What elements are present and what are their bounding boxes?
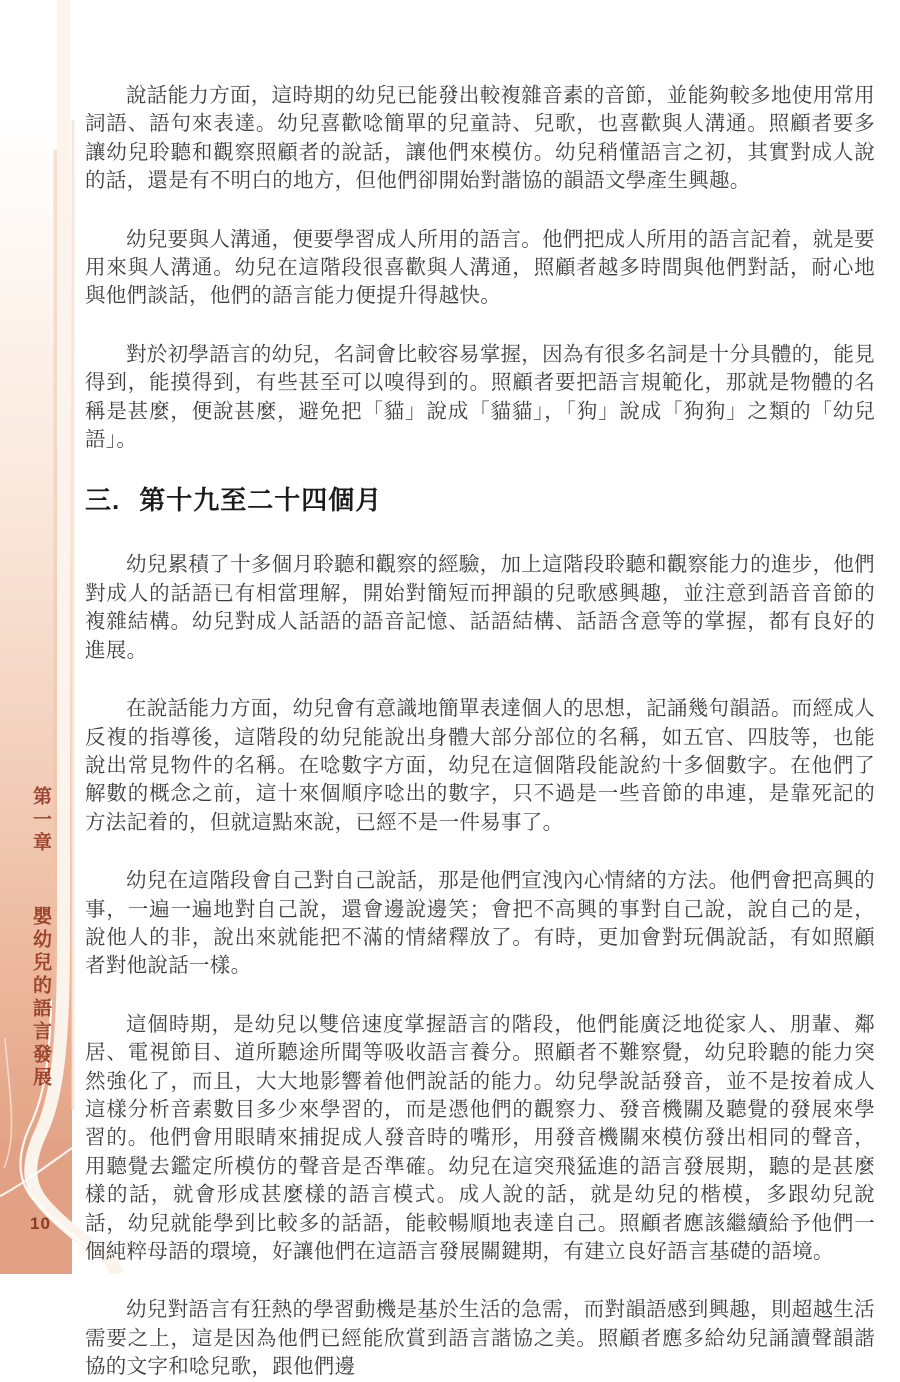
- vertical-chapter-title: [31, 786, 50, 1090]
- body-paragraph: 幼兒累積了十多個月聆聽和觀察的經驗，加上這階段聆聽和觀察能力的進步，他們對成人的話語已有相當理解，開始對簡短而押韻的兒歌感興趣，並注意到語音音節的複雜結構。幼兒對成人話語的語音記憶、話語結構、話語含意等的掌握，都有良好的進展。: [85, 553, 875, 662]
- body-paragraph: 在說話能力方面，幼兒會有意識地簡單表達個人的思想，記誦幾句韻語。而經成人反複的指導後，這階段的幼兒能說出身體大部分部位的名稱，如五官、四肢等，也能說出常見物件的名稱。在唸數字方面，幼兒在這個階段能說約十多個數字。在他們了解數的概念之前，這十來個順序唸出的數字，只不過是一些音節的串連，是靠死記的方法記着的，但就這點來說，已經不是一件易事了。: [85, 697, 875, 834]
- body-paragraph: 對於初學語言的幼兒，名詞會比較容易掌握，因為有很多名詞是十分具體的，能見得到，能摸得到，有些甚至可以嗅得到的。照顧者要把語言規範化，那就是物體的名稱是甚麼，便說甚麼，避免把「貓」說成「貓貓」，「狗」說成「狗狗」之類的「幼兒語」。: [85, 342, 875, 452]
- content-area: [85, 82, 875, 1382]
- page-number: 10: [30, 1214, 51, 1233]
- section-heading: [85, 480, 875, 517]
- sidebar-decoration: [0, 0, 72, 1274]
- body-paragraph: 幼兒對語言有狂熱的學習動機是基於生活的急需，而對韻語感到興趣，則超越生活需要之上，這是因為他們已經能欣賞到語言諧協之美。照顧者應多給幼兒誦讀聲韻諧協的文字和唸兒歌，跟他們邊: [85, 1298, 875, 1379]
- body-paragraph: 幼兒要與人溝通，便要學習成人所用的語言。他們把成人所用的語言記着，就是要用來與人溝通。幼兒在這階段很喜歡與人溝通，照顧者越多時間與他們對話，耐心地與他們談話，他們的語言能力便提升得越快。: [85, 227, 875, 308]
- body-paragraph: 說話能力方面，這時期的幼兒已能發出較複雜音素的音節，並能夠較多地使用常用詞語、語句來表達。幼兒喜歡唸簡單的兒童詩、兒歌，也喜歡與人溝通。照顧者要多讓幼兒聆聽和觀察照顧者的說話，讓他們來模仿。幼兒稍懂語言之初，其實對成人說的話，還是有不明白的地方，但他們卻開始對諧協的韻語文學產生興趣。: [85, 84, 875, 193]
- section-heading-title: 第十九至二十四個月: [139, 485, 383, 516]
- section-heading-number: 三.: [85, 485, 121, 516]
- paragraph-group-bottom: [85, 551, 875, 1381]
- paragraph-group-top: [85, 82, 875, 454]
- chapter-number-label: 第一章: [30, 786, 51, 855]
- chapter-title-label: 嬰幼兒的語言發展: [30, 906, 51, 1090]
- body-paragraph: 幼兒在這階段會自己對自己說話，那是他們宣洩內心情緒的方法。他們會把高興的事，一遍一遍地對自己說，還會邊說邊笑；會把不高興的事對自己說，說自己的是，說他人的非，說出來就能把不滿的情緒釋放了。有時，更加會對玩偶說話，有如照顧者對他說話一樣。: [85, 869, 875, 978]
- body-paragraph: 這個時期，是幼兒以雙倍速度掌握語言的階段，他們能廣泛地從家人、朋輩、鄰居、電視節目、道所聽途所聞等吸收語言養分。照顧者不難察覺，幼兒聆聽的能力突然強化了，而且，大大地影響着他們說話的能力。幼兒學說話發音，並不是按着成人這樣分析音素數目多少來學習的，而是憑他們的觀察力、發音機關及聽覺的發展來學習的。他們會用眼睛來捕捉成人發音時的嘴形，用發音機關來模仿發出相同的聲音，用聽覺去鑑定所模仿的聲音是否準確。幼兒在這突飛猛進的語言發展期，聽的是甚麼樣的話，就會形成甚麼樣的語言模式。成人說的話，就是幼兒的楷模，多跟幼兒說話，幼兒就能學到比較多的話語，能較暢順地表達自己。照顧者應該繼續給予他們一個純粹母語的環境，好讓他們在這語言發展關鍵期，有建立良好語言基礎的語境。: [85, 1012, 875, 1263]
